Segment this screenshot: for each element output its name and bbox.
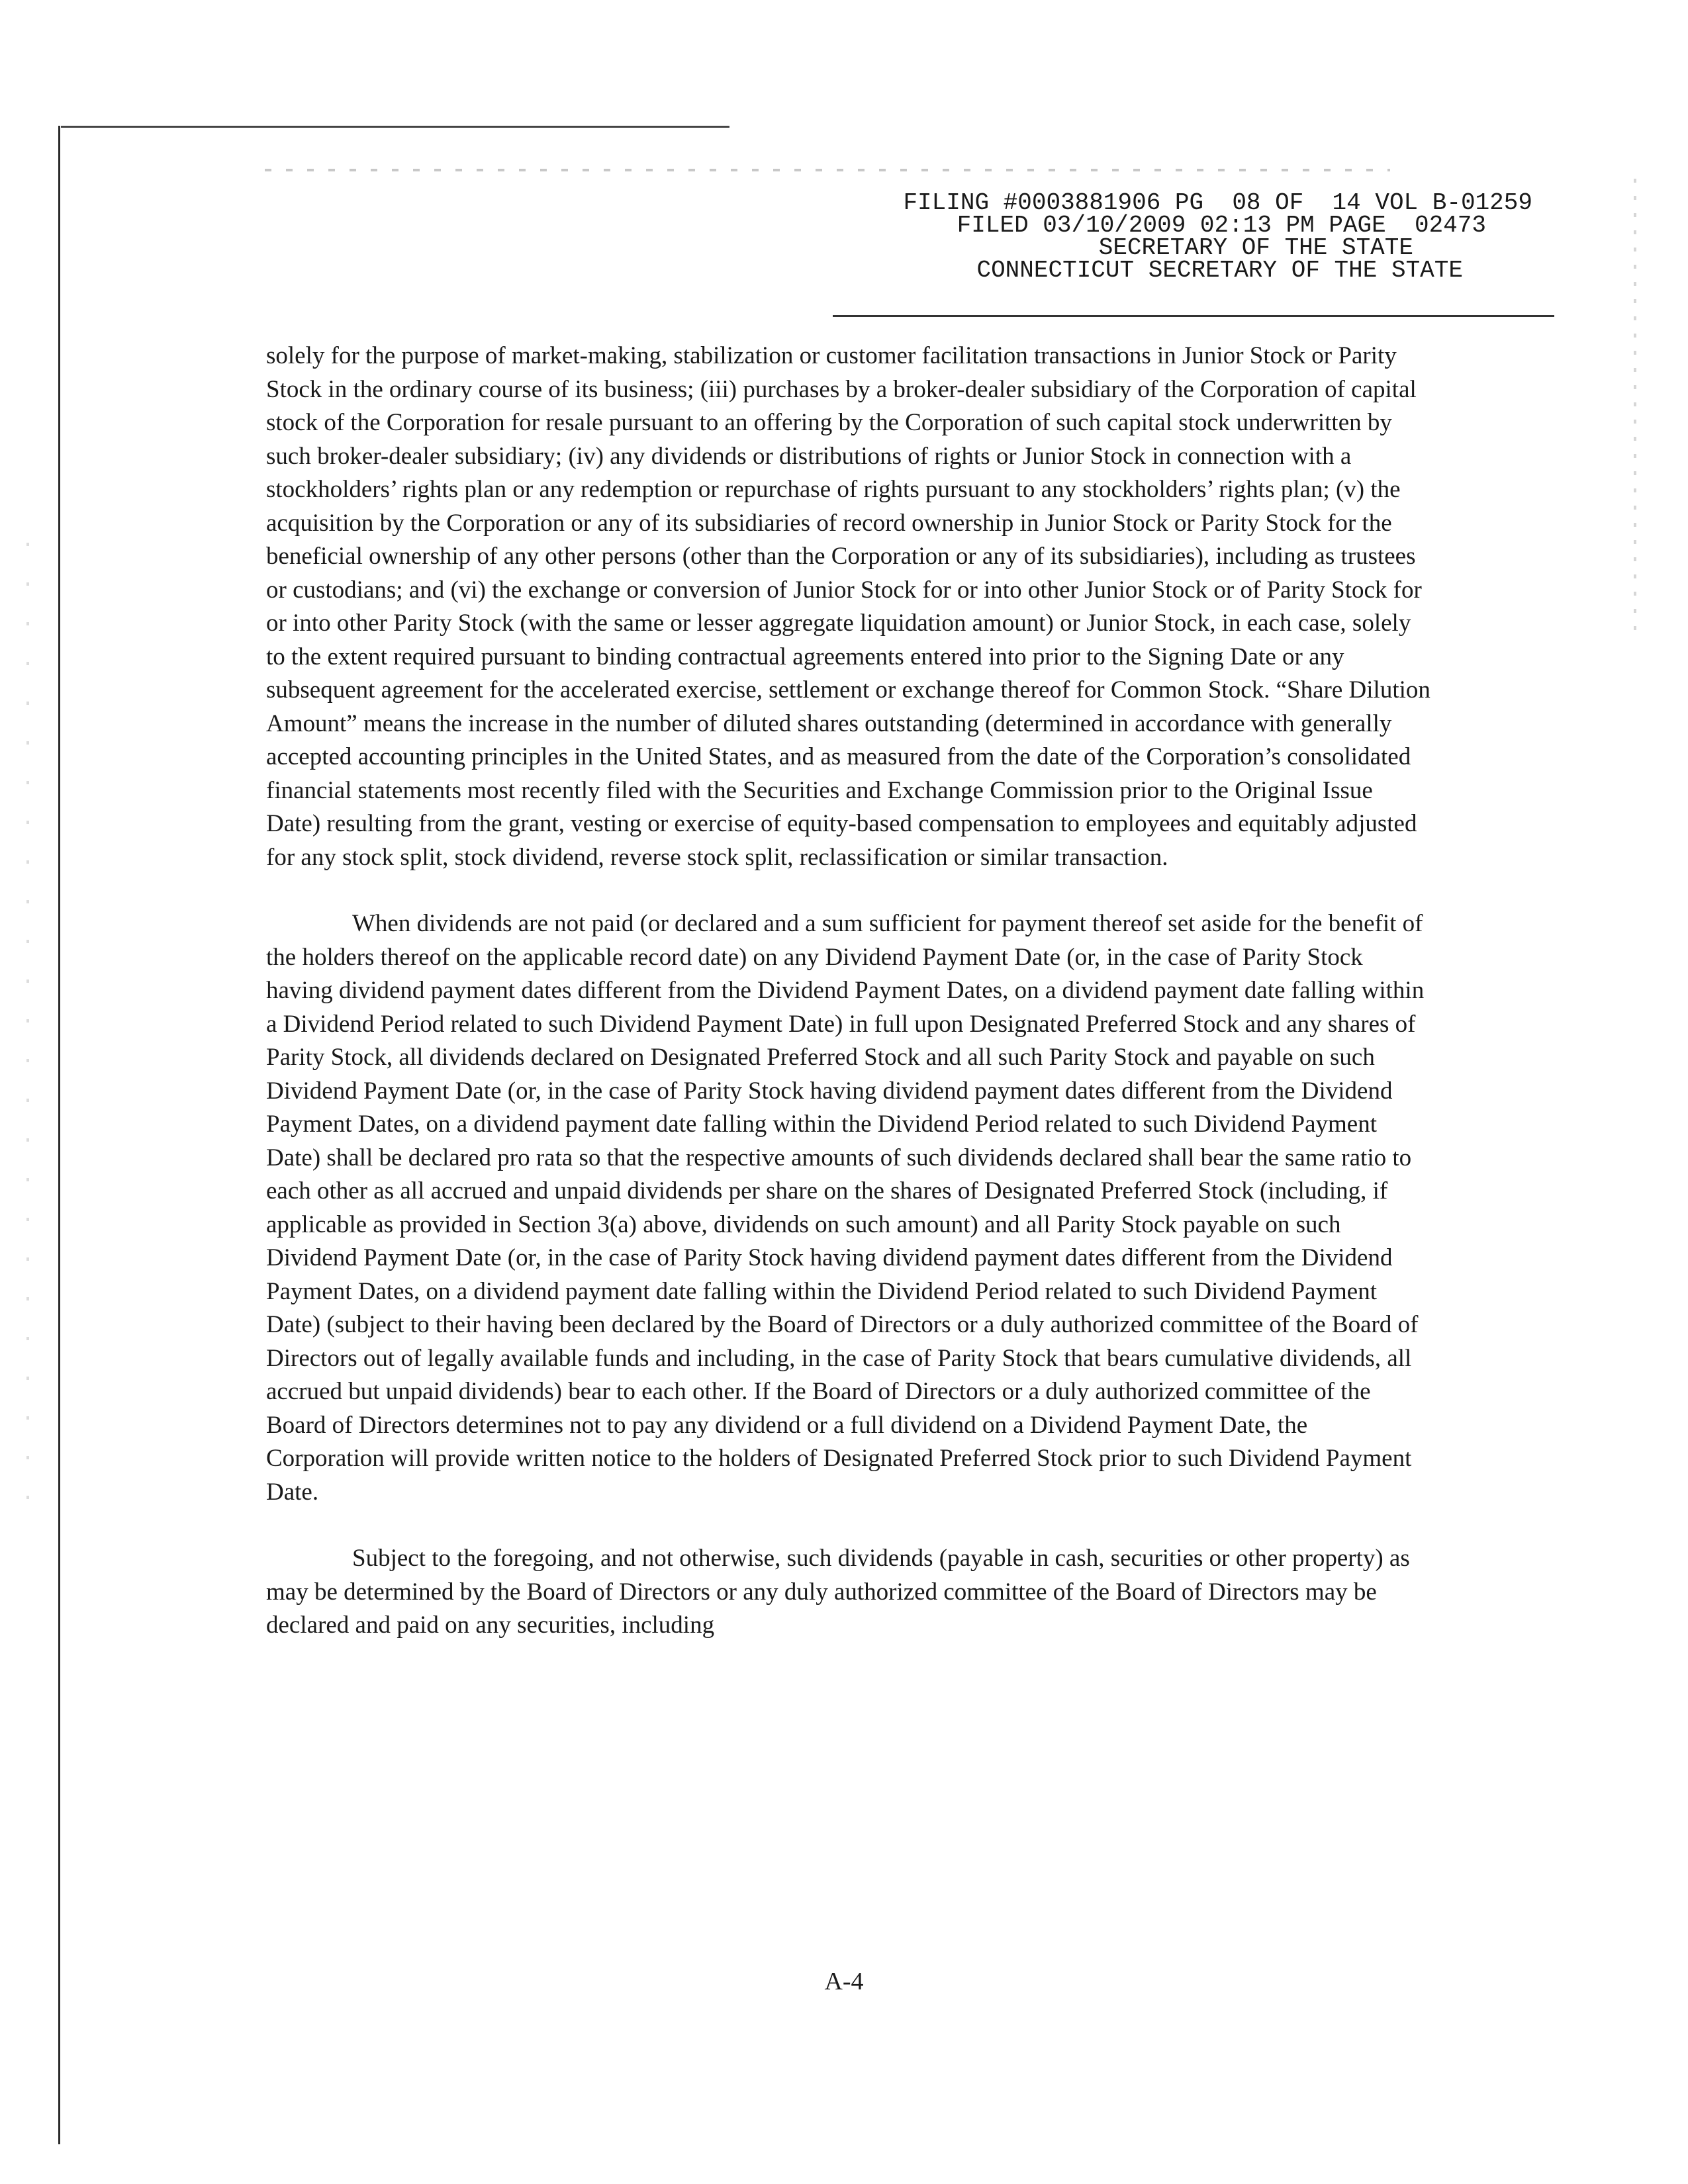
scan-noise-right [1634, 179, 1636, 642]
document-body [266, 340, 1431, 1676]
scan-border-top [61, 126, 729, 128]
page-number: A-4 [824, 1968, 864, 1995]
connecticut-secretary-line: CONNECTICUT SECRETARY OF THE STATE [976, 257, 1463, 284]
scan-noise-dots [265, 169, 1390, 171]
paragraph-continuation: solely for the purpose of market-making, stabilization or customer facilitation transactions in Junior Stock or Parity Stock in the ordinary course of its business; (iii) purchases by a broker-dealer subsidiary of the Corporation of capital stock of the Corporation for resale pursuant to an offering by the Corporation of such capital stock underwritten by such broker-dealer subsidiary; (iv) any dividends or distributions of rights or Junior Stock in connection with a stockholders’ rights plan or any redemption or repurchase of rights pursuant to any stockholders’ rights plan; (v) the acquisition by the Corporation or any of its subsidiaries of record ownership in Junior Stock or Parity Stock for the beneficial ownership of any other persons (other than the Corporation or any of its subsidiaries), including as trustees or custodians; and (vi) the exchange or conversion of Junior Stock for or into other Junior Stock or of Parity Stock for or into other Parity Stock (with the same or lesser aggregate liquidation amount) or Junior Stock, in each case, solely to the extent required pursuant to binding contractual agreements entered into prior to the Signing Date or any subsequent agreement for the accelerated exercise, settlement or exchange thereof for Common Stock. “Share Dilution Amount” means the increase in the number of diluted shares outstanding (determined in accordance with generally accepted accounting principles in the United States, and as measured from the date of the Corporation’s consolidated financial statements most recently filed with the Securities and Exchange Commission prior to the Original Issue Date) resulting from the grant, vesting or exercise of equity-based compensation to employees and equitably adjusted for any stock split, stock dividend, reverse stock split, reclassification or similar transaction. [266, 342, 1430, 871]
scan-border-left [58, 126, 60, 2144]
secretary-line: SECRETARY OF THE STATE [1098, 234, 1413, 261]
paragraph-subject-to-foregoing: Subject to the foregoing, and not otherwise, such dividends (payable in cash, securities or other property) as may be determined by the Board of Directors or any duly authorized committee of the Board of Directors may be declared and paid on any securities, including [266, 1545, 1410, 1639]
paragraph-dividends-not-paid: When dividends are not paid (or declared and a sum sufficient for payment thereof set aside for the benefit of the holders thereof on the applicable record date) on any Dividend Payment Date (or, in the case of Parity Stock having dividend payment dates different from the Dividend Payment Dates, on a dividend payment date falling within a Dividend Period related to such Dividend Payment Date) in full upon Designated Preferred Stock and any shares of Parity Stock, all dividends declared on Designated Preferred Stock and all such Parity Stock and payable on such Dividend Payment Date (or, in the case of Parity Stock having dividend payment dates different from the Dividend Payment Dates, on a dividend payment date falling within the Dividend Period related to such Dividend Payment Date) shall be declared pro rata so that the respective amounts of such dividends declared shall bear the same ratio to each other as all accrued and unpaid dividends per share on the shares of Designated Preferred Stock (including, if applicable as provided in Section 3(a) above, dividends on such amount) and all Parity Stock payable on such Dividend Payment Date (or, in the case of Parity Stock having dividend payment dates different from the Dividend Payment Dates, on a dividend payment date falling within the Dividend Period related to such Dividend Payment Date) (subject to their having been declared by the Board of Directors or a duly authorized committee of the Board of Directors out of legally available funds and including, in the case of Parity Stock that bears cumulative dividends, all accrued but unpaid dividends) bear to each other. If the Board of Directors or a duly authorized committee of the Board of Directors determines not to pay any dividend or a full dividend on a Dividend Payment Date, the Corporation will provide written notice to the holders of Designated Preferred Stock prior to such Dividend Payment Date. [266, 910, 1425, 1506]
scan-noise-left [26, 543, 29, 1535]
filing-stamp [761, 189, 1595, 284]
filing-number-line: FILING #0003881906 PG 08 OF 14 VOL B-01259 [903, 189, 1532, 216]
filed-date-line: FILED 03/10/2009 02:13 PM PAGE 02473 [957, 212, 1486, 239]
stamp-underline [833, 315, 1554, 317]
